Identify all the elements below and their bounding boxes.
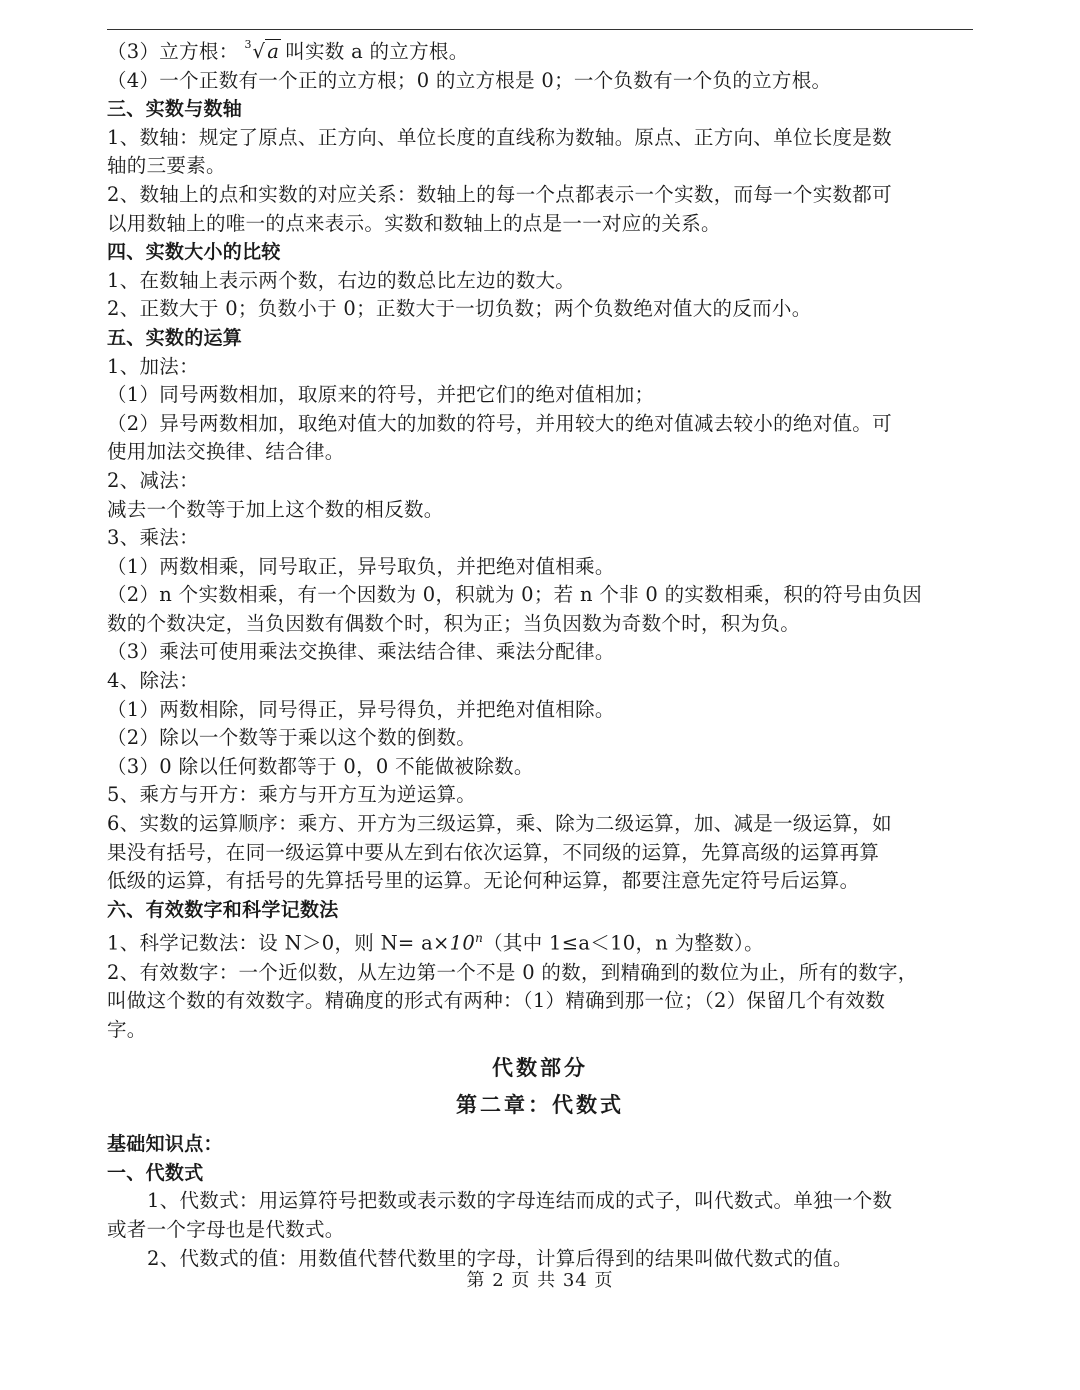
- section-heading: 六、有效数字和科学记数法: [107, 898, 339, 921]
- chapter-title: 第二章：代数式: [456, 1093, 624, 1118]
- power-exponent: n: [475, 931, 484, 946]
- radical-sign: √: [252, 40, 266, 63]
- text-line: 1、加法：: [107, 354, 199, 378]
- text-line: 叫做这个数的有效数字。精确度的形式有两种：（1）精确到那一位；（2）保留几个有效数: [107, 989, 886, 1013]
- part-title: 代数部分: [492, 1056, 588, 1081]
- text-line: （2）除以一个数等于乘以这个数的倒数。: [107, 726, 477, 750]
- section-heading: 四、实数大小的比较: [107, 241, 281, 264]
- text-line: 轴的三要素。: [107, 154, 226, 178]
- text-line: （1）同号两数相加，取原来的符号，并把它们的绝对值相加；: [107, 383, 655, 407]
- text-line: 减去一个数等于加上这个数的相反数。: [107, 497, 444, 521]
- page-footer: 第 2 页 共 34 页: [466, 1270, 614, 1291]
- text-line: 5、乘方与开方：乘方与开方互为逆运算。: [107, 783, 477, 807]
- text-line: 果没有括号，在同一级运算中要从左到右依次运算，不同级的运算，先算高级的运算再算: [107, 840, 880, 864]
- section-heading: 五、实数的运算: [107, 326, 243, 349]
- text-line: 2、正数大于 0；负数小于 0；正数大于一切负数；两个负数绝对值大的反而小。: [107, 297, 812, 321]
- power-base: 10: [449, 931, 476, 955]
- section-heading: 一、代数式: [107, 1161, 204, 1184]
- text-line: 2、代数式的值：用数值代替代数里的字母，计算后得到的结果叫做代数式的值。: [147, 1246, 853, 1270]
- root-index: 3: [244, 38, 252, 51]
- text-span: 1、科学记数法：设 N＞0，则 N= a×: [107, 931, 450, 955]
- text-line: 以用数轴上的唯一的点来表示。实数和数轴上的点是一一对应的关系。: [107, 211, 721, 235]
- text-span: （3）立方根：: [107, 40, 239, 63]
- text-span: （其中 1≤a＜10，n 为整数）。: [483, 931, 764, 955]
- cube-root-symbol: [244, 38, 282, 67]
- text-line: 1、代数式：用运算符号把数或表示数的字母连结而成的式子，叫代数式。单独一个数: [147, 1189, 893, 1213]
- text-line: （2）异号两数相加，取绝对值大的加数的符号，并用较大的绝对值减去较小的绝对值。可: [107, 411, 892, 435]
- text-line: 数的个数决定，当负因数有偶数个时，积为正；当负因数为奇数个时，积为负。: [107, 611, 801, 635]
- text-line: 3、乘法：: [107, 526, 199, 550]
- section-heading: 基础知识点：: [107, 1133, 223, 1156]
- text-line: [107, 924, 973, 958]
- text-line: 低级的运算，有括号的先算括号里的运算。无论何种运算，都要注意先定符号后运算。: [107, 869, 860, 893]
- text-line: 2、有效数字：一个近似数，从左边第一个不是 0 的数，到精确到的数位为止，所有的数字，: [107, 960, 918, 984]
- text-line: 2、数轴上的点和实数的对应关系：数轴上的每一个点都表示一个实数，而每一个实数都可: [107, 182, 892, 206]
- text-line: （4）一个正数有一个正的立方根；0 的立方根是 0；一个负数有一个负的立方根。: [107, 68, 832, 92]
- text-line: 4、除法：: [107, 669, 199, 693]
- text-line: 使用加法交换律、结合律。: [107, 440, 345, 464]
- text-line: 2、减法：: [107, 468, 199, 492]
- text-line: （3）0 除以任何数都等于 0，0 不能做被除数。: [107, 754, 534, 778]
- document-body: [107, 38, 973, 1273]
- text-line: （3）乘法可使用乘法交换律、乘法结合律、乘法分配律。: [107, 640, 615, 664]
- header-rule: [107, 29, 973, 30]
- section-heading: 三、实数与数轴: [107, 98, 243, 121]
- text-line: 字。: [107, 1017, 147, 1041]
- text-line: （1）两数相除，同号得正，异号得负，并把绝对值相除。: [107, 697, 615, 721]
- text-line: （1）两数相乘，同号取正，异号取负，并把绝对值相乘。: [107, 554, 615, 578]
- text-span: 叫实数 a 的立方根。: [285, 40, 469, 63]
- text-line: 1、在数轴上表示两个数，右边的数总比左边的数大。: [107, 268, 576, 292]
- text-line: 1、数轴：规定了原点、正方向、单位长度的直线称为数轴。原点、正方向、单位长度是数: [107, 125, 892, 149]
- text-line: [107, 38, 973, 67]
- text-line: 6、实数的运算顺序：乘方、开方为三级运算，乘、除为二级运算，加、减是一级运算，如: [107, 812, 892, 836]
- text-line: （2）n 个实数相乘，有一个因数为 0，积就为 0；若 n 个非 0 的实数相乘，积的符号由负因: [107, 583, 923, 607]
- radicand: a: [267, 40, 280, 63]
- text-line: 或者一个字母也是代数式。: [107, 1218, 345, 1242]
